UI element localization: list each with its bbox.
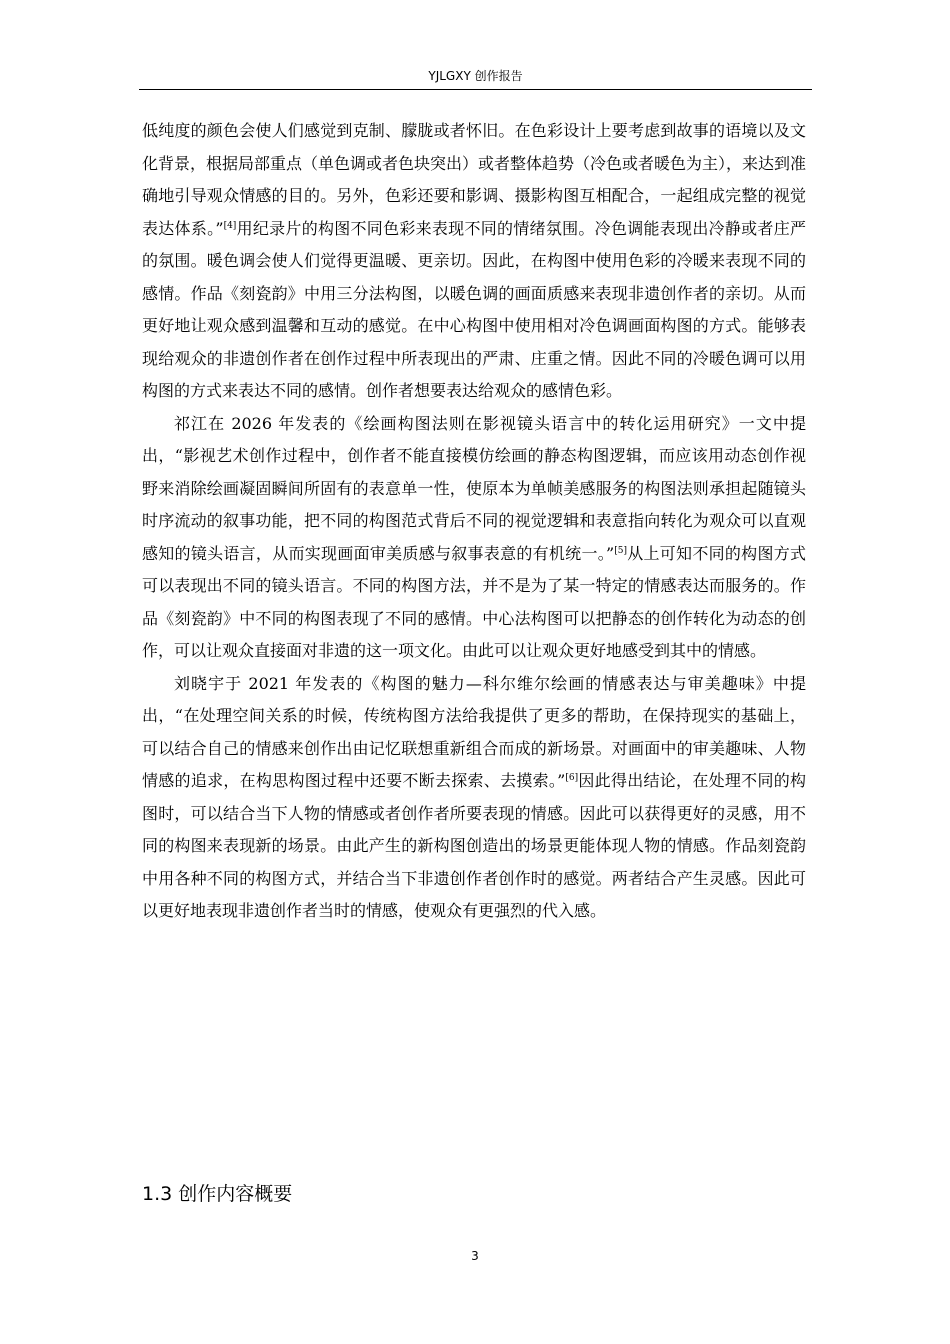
- paragraph-text: 因此得出结论，在处理不同的构图时，可以结合当下人物的情感或者创作者所要表现的情感。因此可以获得更好的灵感，用不同的构图来表现新的场景。由此产生的新构图创造出的场景更能体现人物的情感。作品刻瓷韵中用各种不同的构图方式，并结合当下非遗创作者创作时的感觉。两者结合产生灵感。因此可以更好地表现非遗创作者当时的情感，使观众有更强烈的代入感。: [142, 771, 806, 920]
- paragraph-text: 祁江在 2026 年发表的《绘画构图法则在影视镜头语言中的转化运用研究》一文中提出，“影视艺术创作过程中，创作者不能直接模仿绘画的静态构图逻辑，而应该用动态创作视野来消除绘画凝固瞬间所固有的表意单一性，使原本为单帧美感服务的构图法则承担起随镜头时序流动的叙事功能，把不同的构图范式背后不同的视觉逻辑和表意指向转化为观众可以直观感知的镜头语言，从而实现画面审美质感与叙事表意的有机统一。”: [142, 413, 806, 563]
- paragraph-text: 低纯度的颜色会使人们感觉到克制、朦胧或者怀旧。在色彩设计上要考虑到故事的语境以及文化背景，根据局部重点（单色调或者色块突出）或者整体趋势（冷色或者暖色为主），来达到准确地引导观众情感的目的。另外，色彩还要和影调、摄影构图互相配合，一起组成完整的视觉表达体系。”: [142, 121, 807, 238]
- page-header: YJLGXY 创作报告: [428, 69, 523, 83]
- section-heading: 1.3 创作内容概要: [142, 1183, 293, 1205]
- body-text: [142, 115, 806, 928]
- page-number: 3: [471, 1249, 479, 1263]
- citation-ref-4: [4]: [223, 220, 237, 231]
- paragraph-2: [142, 408, 806, 668]
- paragraph-3: [142, 668, 806, 928]
- citation-ref-5: [5]: [614, 545, 627, 556]
- paragraph-1: [142, 115, 806, 408]
- paragraph-text: 从上可知不同的构图方式可以表现出不同的镜头语言。不同的构图方法，并不是为了某一特定的情感表达而服务的。作品《刻瓷韵》中不同的构图表现了不同的感情。中心法构图可以把静态的创作转化为动态的创作，可以让观众直接面对非遗的这一项文化。由此可以让观众更好地感受到其中的情感。: [142, 543, 806, 660]
- citation-ref-6: [6]: [565, 773, 579, 783]
- header-rule: [139, 89, 812, 90]
- paragraph-text: 刘晓宇于 2021 年发表的《构图的魅力—科尔维尔绘画的情感表达与审美趣味》中提出，“在处理空间关系的时候，传统构图方法给我提供了更多的帮助，在保持现实的基础上，可以结合自己的情感来创作出由记忆联想重新组合而成的新场景。对画面中的审美趣味、人物情感的追求，在构思构图过程中还要不断去探索、去摸索。”: [142, 673, 806, 790]
- paragraph-text: 用纪录片的构图不同色彩来表现不同的情绪氛围。冷色调能表现出冷静或者庄严的氛围。暖色调会使人们觉得更温暖、更亲切。因此，在构图中使用色彩的冷暖来表现不同的感情。作品《刻瓷韵》中用三分法构图，以暖色调的画面质感来表现非遗创作者的亲切。从而更好地让观众感到温馨和互动的感觉。在中心构图中使用相对冷色调画面构图的方式。能够表现给观众的非遗创作者在创作过程中所表现出的严肃、庄重之情。因此不同的冷暖色调可以用构图的方式来表达不同的感情。创作者想要表达给观众的感情色彩。: [142, 218, 806, 400]
